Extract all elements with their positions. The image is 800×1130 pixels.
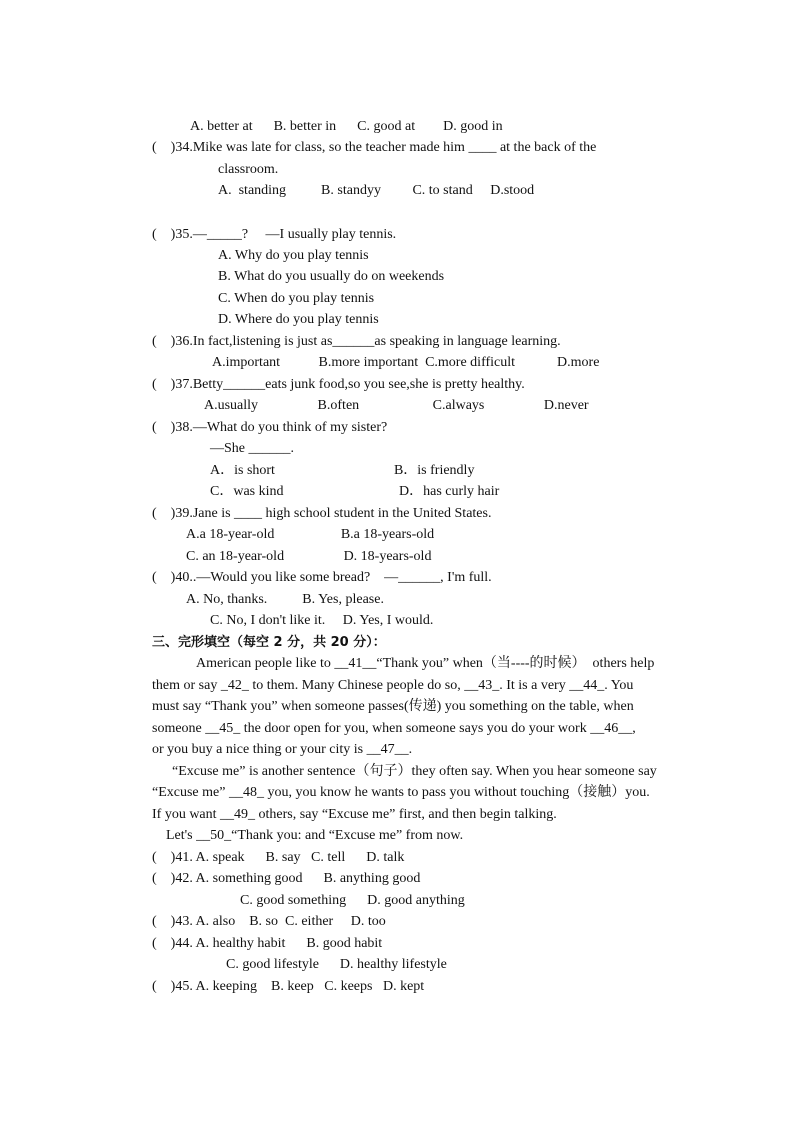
- q42-row: ( )42. A. something good B. anything good: [152, 871, 421, 886]
- q41-row: ( )41. A. speak B. say C. tell D. talk: [152, 850, 405, 865]
- q44-row: ( )44. A. healthy habit B. good habit: [152, 936, 383, 951]
- passage-line-5: or you buy a nice thing or your city is __47__.: [152, 742, 413, 757]
- q45-row: ( )45. A. keeping B. keep C. keeps D. kept: [152, 979, 425, 994]
- q36-stem: ( )36.In fact,listening is just as______as speaking in language learning.: [152, 334, 561, 349]
- q38-stem: ( )38.—What do you think of my sister?: [152, 420, 388, 435]
- q37-stem: ( )37.Betty______eats junk food,so you see,she is pretty healthy.: [152, 377, 525, 392]
- q40-options-cd: C. No, I don't like it. D. Yes, I would.: [210, 613, 434, 628]
- passage-line-9: Let's __50_“Thank you: and “Excuse me” from now.: [166, 828, 464, 843]
- q36-options: A.important B.more important C.more difficult D.more: [212, 355, 600, 370]
- passage-line-6: “Excuse me” is another sentence（句子）they often say. When you hear someone say: [172, 764, 657, 779]
- passage-line-4: someone __45_ the door open for you, when someone says you do your work __46__,: [152, 721, 636, 736]
- q35-option-d: D. Where do you play tennis: [218, 312, 379, 327]
- q40-stem: ( )40..—Would you like some bread? —______, I'm full.: [152, 570, 492, 585]
- q33-options: A. better at B. better in C. good at D. good in: [190, 119, 503, 134]
- q34-stem: ( )34.Mike was late for class, so the teacher made him ____ at the back of the: [152, 140, 597, 155]
- q38-stem-cont: —She ______.: [210, 441, 294, 456]
- q39-options-ab: A.a 18-year-old B.a 18-years-old: [186, 527, 435, 542]
- q44-row-cont: C. good lifestyle D. healthy lifestyle: [226, 957, 447, 972]
- q39-options-cd: C. an 18-year-old D. 18-years-old: [186, 549, 432, 564]
- passage-line-1: American people like to __41__“Thank you” when（当----的时候） others help: [196, 656, 655, 671]
- passage-line-3: must say “Thank you” when someone passes(传递) you something on the table, when: [152, 699, 634, 714]
- passage-line-8: If you want __49_ others, say “Excuse me” first, and then begin talking.: [152, 807, 557, 822]
- section-heading: 三、完形填空（每空 2 分，共 20 分）：: [152, 635, 386, 650]
- q35-option-a: A. Why do you play tennis: [218, 248, 369, 263]
- q37-options: A.usually B.often C.always D.never: [204, 398, 589, 413]
- q34-options: A. standing B. standyy C. to stand D.stood: [218, 183, 535, 198]
- passage-line-7: “Excuse me” __48_ you, you know he wants to pass you without touching（接触）you.: [152, 785, 650, 800]
- q38-options-ab: A．is short B．is friendly: [210, 463, 475, 478]
- q35-stem: ( )35.—_____? —I usually play tennis.: [152, 227, 397, 242]
- q43-row: ( )43. A. also B. so C. either D. too: [152, 914, 386, 929]
- q38-options-cd: C．was kind D．has curly hair: [210, 484, 500, 499]
- q35-option-b: B. What do you usually do on weekends: [218, 269, 445, 284]
- q35-option-c: C. When do you play tennis: [218, 291, 375, 306]
- q42-row-cont: C. good something D. good anything: [240, 893, 465, 908]
- q40-options-ab: A. No, thanks. B. Yes, please.: [186, 592, 384, 607]
- q39-stem: ( )39.Jane is ____ high school student in the United States.: [152, 506, 492, 521]
- passage-line-2: them or say _42_ to them. Many Chinese people do so, __43_. It is a very __44_. You: [152, 678, 634, 693]
- q34-stem-cont: classroom.: [218, 162, 279, 177]
